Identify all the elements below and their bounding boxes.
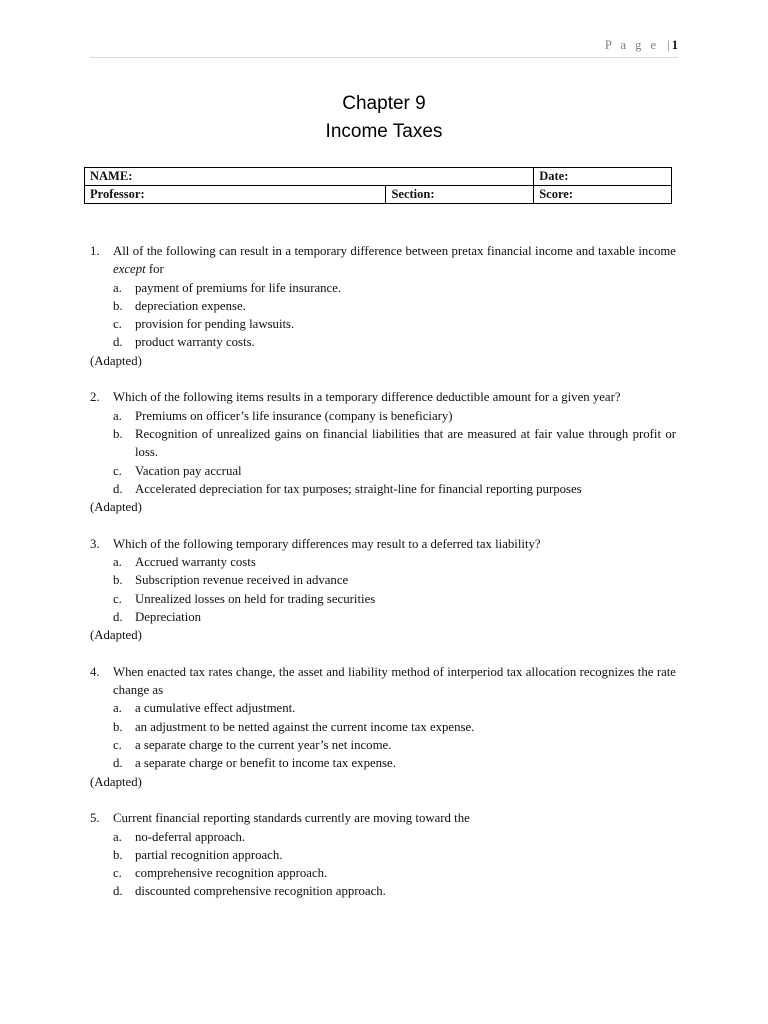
choice-a[interactable]: a. payment of premiums for life insurance. bbox=[113, 280, 342, 295]
question-number: 5. bbox=[90, 811, 100, 826]
choice-b[interactable]: b. partial recognition approach. bbox=[113, 847, 283, 862]
choice-a[interactable]: a. Premiums on officer’s life insurance (company is beneficiary) bbox=[113, 408, 453, 423]
choice-c[interactable]: c. Unrealized losses on held for trading securities bbox=[113, 591, 376, 606]
question-number: 2. bbox=[90, 390, 100, 405]
page-label: P a g e bbox=[604, 38, 660, 52]
choice-a[interactable]: a. no-deferral approach. bbox=[113, 829, 246, 844]
date-field[interactable]: Date: bbox=[534, 168, 672, 186]
question-3 bbox=[90, 535, 676, 645]
choice-d[interactable]: d. Accelerated depreciation for tax purposes; straight-line for financial reporting purposes bbox=[113, 481, 582, 496]
question-text: Current financial reporting standards currently are moving toward the bbox=[113, 811, 470, 826]
info-row-professor bbox=[85, 186, 672, 204]
choice-c[interactable]: c. comprehensive recognition approach. bbox=[113, 866, 328, 881]
question-2 bbox=[90, 388, 676, 516]
choice-a[interactable]: a. a cumulative effect adjustment. bbox=[113, 701, 296, 716]
question-text: When enacted tax rates change, the asset and liability method of interperiod tax allocation recognizes the rate change as bbox=[113, 664, 676, 698]
question-list bbox=[90, 242, 676, 919]
question-emphasis: except bbox=[113, 262, 146, 277]
choice-d[interactable]: d. product warranty costs. bbox=[113, 335, 255, 350]
question-source: (Adapted) bbox=[90, 774, 142, 789]
choice-c[interactable]: c. a separate charge to the current year’s net income. bbox=[113, 738, 392, 753]
choice-a[interactable]: a. Accrued warranty costs bbox=[113, 555, 256, 570]
name-field[interactable]: NAME: bbox=[85, 168, 534, 186]
page-header bbox=[90, 38, 678, 53]
question-number: 4. bbox=[90, 664, 100, 679]
question-number: 1. bbox=[90, 244, 100, 258]
chapter-subtitle: Income Taxes bbox=[325, 121, 443, 142]
question-text: Which of the following items results in a temporary difference deductible amount for a given year? bbox=[113, 390, 621, 405]
page-separator: | bbox=[667, 38, 670, 52]
choice-b[interactable]: b. an adjustment to be netted against the current income tax expense. bbox=[113, 719, 475, 734]
question-4 bbox=[90, 663, 676, 791]
question-text: Which of the following temporary differences may result to a deferred tax liability? bbox=[113, 536, 541, 551]
choice-d[interactable]: d. a separate charge or benefit to income tax expense. bbox=[113, 756, 396, 771]
student-info-table bbox=[84, 167, 672, 204]
question-1 bbox=[90, 242, 676, 370]
question-5 bbox=[90, 809, 676, 900]
title-block bbox=[0, 90, 768, 146]
choice-b[interactable]: b. Recognition of unrealized gains on financial liabilities that are measured at fair value through profit or loss. bbox=[113, 426, 676, 460]
choice-c[interactable]: c. Vacation pay accrual bbox=[113, 463, 242, 478]
question-number: 3. bbox=[90, 536, 100, 551]
header-rule bbox=[90, 57, 678, 58]
page-number: 1 bbox=[671, 38, 678, 52]
choice-d[interactable]: d. Depreciation bbox=[113, 609, 202, 624]
choice-b[interactable]: b. Subscription revenue received in advance bbox=[113, 573, 349, 588]
question-source: (Adapted) bbox=[90, 353, 142, 368]
chapter-title: Chapter 9 bbox=[342, 93, 426, 114]
score-field[interactable]: Score: bbox=[534, 186, 672, 204]
choice-b[interactable]: b. depreciation expense. bbox=[113, 298, 246, 313]
question-source: (Adapted) bbox=[90, 628, 142, 643]
info-row-name bbox=[85, 168, 672, 186]
section-field[interactable]: Section: bbox=[386, 186, 534, 204]
question-source: (Adapted) bbox=[90, 500, 142, 515]
choice-c[interactable]: c. provision for pending lawsuits. bbox=[113, 317, 295, 332]
professor-field[interactable]: Professor: bbox=[85, 186, 386, 204]
choice-d[interactable]: d. discounted comprehensive recognition approach. bbox=[113, 884, 386, 899]
question-text: All of the following can result in a temporary difference between pretax financial income and taxable income except for bbox=[113, 244, 676, 277]
